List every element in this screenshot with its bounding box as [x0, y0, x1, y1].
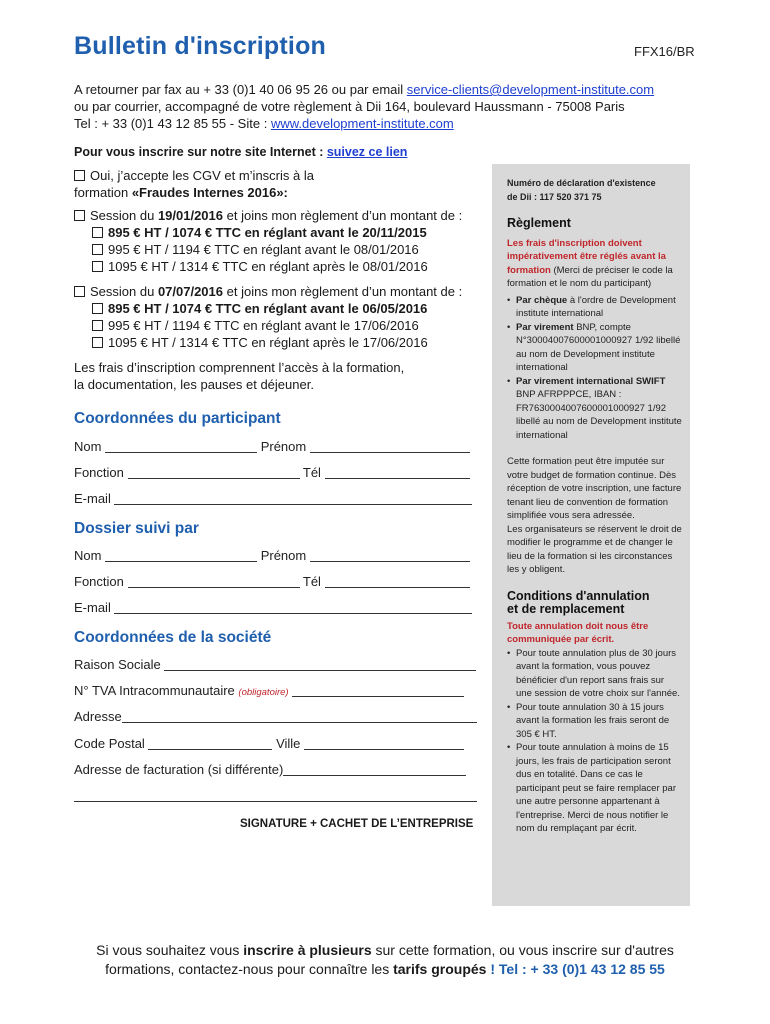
session-1-option-3-checkbox[interactable]	[92, 261, 103, 272]
reglement-text	[507, 237, 682, 291]
footer-bold-1: inscrire à plusieurs	[243, 942, 372, 958]
footer-text-2: sur cette formation, ou vous inscrire sur d'autres	[371, 942, 674, 958]
cp-input[interactable]	[148, 736, 272, 750]
declaration-line-1: Numéro de déclaration d'existence	[507, 178, 656, 188]
adresse-row	[74, 709, 477, 724]
session-2-option-1: 895 € HT / 1074 € TTC en réglant avant le 06/05/2016	[108, 301, 428, 316]
session-2-option-3: 1095 € HT / 1314 € TTC en réglant après le 17/06/2016	[108, 335, 428, 350]
participant-tel-label: Tél	[302, 465, 321, 480]
session-2-option-1-checkbox[interactable]	[92, 303, 103, 314]
adresse-input[interactable]	[122, 709, 477, 723]
dossier-name-row	[74, 548, 470, 563]
online-registration	[74, 145, 407, 159]
dossier-fonction-label: Fonction	[74, 574, 124, 589]
session-1-date: 19/01/2016	[157, 208, 224, 223]
dossier-fonction-row	[74, 574, 470, 589]
dossier-email-row	[74, 600, 472, 615]
raison-input[interactable]	[164, 657, 476, 671]
swift-label: • Par virement international SWIFT	[516, 375, 666, 387]
cgv-checkbox[interactable]	[74, 170, 85, 181]
raison-row	[74, 657, 476, 672]
virement-label: Par virement	[516, 321, 574, 333]
signature-label: SIGNATURE + CACHET DE L’ENTREPRISE	[240, 818, 474, 830]
form-reference: FFX16/BR	[634, 44, 695, 59]
participant-nom-input[interactable]	[105, 439, 257, 453]
tva-label: N° TVA Intracommunautaire	[74, 683, 239, 698]
formation-name: «Fraudes Internes 2016»:	[131, 185, 288, 200]
dossier-fonction-input[interactable]	[128, 574, 300, 588]
dossier-prenom-label: Prénom	[260, 548, 307, 563]
raison-label: Raison Sociale	[74, 657, 161, 672]
footer-phone: ! Tel : + 33 (0)1 43 12 85 55	[486, 961, 665, 977]
tva-input[interactable]	[292, 683, 464, 697]
dossier-nom-label: Nom	[74, 548, 102, 563]
session-2	[74, 283, 462, 351]
ville-label: Ville	[276, 736, 301, 751]
participant-email-input[interactable]	[114, 491, 472, 505]
adresse-label: Adresse	[74, 709, 122, 724]
conditions-warning: Toute annulation doit nous être communiquée par écrit.	[507, 620, 649, 645]
postal-text: ou par courrier, accompagné de votre règlement à Dii 164, boulevard Haussmann - 75008 Paris	[74, 99, 625, 114]
participant-fonction-row	[74, 465, 470, 480]
session-1-prefix: Session du	[90, 208, 158, 223]
tva-row	[74, 683, 464, 698]
footer-bold-2: tarifs groupés	[393, 961, 487, 977]
participant-tel-input[interactable]	[325, 465, 470, 479]
footer-text-1: Si vous souhaitez vous	[96, 942, 244, 958]
session-1-option-2-checkbox[interactable]	[92, 244, 103, 255]
swift-text: BNP AFRPPPCE, IBAN : FR7630004007600001000927 1/92 libellé au nom de Development institute international	[516, 389, 682, 441]
dossier-email-label: E-mail	[74, 600, 111, 615]
condition-2: • Pour toute annulation 30 à 15 jours avant la formation les frais seront de 305 € HT.	[507, 701, 682, 742]
reglement-warning: Les frais d'inscription doivent impérativement être réglés avant la formation	[507, 237, 666, 276]
session-2-option-3-checkbox[interactable]	[92, 337, 103, 348]
condition-3: • Pour toute annulation à moins de 15 jours, les frais de participation seront dus en totalité. Dans ce cas le participant peut se faire remplacer par une autre personne appartenant à l'entreprise. Merci de nous notifier le nom du remplaçant par écrit.	[507, 741, 682, 836]
reglement-title: Règlement	[507, 216, 571, 230]
includes-line-1: Les frais d’inscription comprennent l’accès à la formation,	[74, 360, 405, 375]
conditions-title-1: Conditions d'annulation	[507, 588, 650, 603]
includes-line-2: la documentation, les pauses et déjeuner.	[74, 377, 314, 392]
page-title: Bulletin d'inscription	[74, 32, 327, 60]
cgv-line1: Oui, j’accepte les CGV et m’inscris à la	[90, 168, 314, 183]
cgv-line2: formation	[74, 185, 132, 200]
session-2-date: 07/07/2016	[157, 284, 224, 299]
participant-nom-label: Nom	[74, 439, 102, 454]
participant-prenom-input[interactable]	[310, 439, 470, 453]
participant-name-row	[74, 439, 470, 454]
footer-text-3: formations, contactez-nous pour connaître les	[105, 961, 394, 977]
societe-heading: Coordonnées de la société	[74, 629, 272, 646]
session-1-option-1: 895 € HT / 1074 € TTC en réglant avant le 20/11/2015	[108, 225, 427, 240]
session-1-suffix: et joins mon règlement d’un montant de :	[223, 208, 463, 223]
conditions-title-2: et de remplacement	[507, 602, 625, 616]
email-link[interactable]: service-clients@development-institute.com	[406, 82, 655, 97]
dossier-tel-label: Tél	[302, 574, 321, 589]
participant-fonction-input[interactable]	[128, 465, 300, 479]
dossier-prenom-input[interactable]	[310, 548, 470, 562]
session-2-option-2: 995 € HT / 1194 € TTC en réglant avant le 17/06/2016	[108, 318, 419, 333]
cp-label: Code Postal	[74, 736, 145, 751]
facturation-row-2	[74, 788, 477, 803]
organisers-text: Les organisateurs se réservent le droit de modifier le programme et de changer le lieu de la formation si les circonstances les y obligent.	[507, 523, 682, 575]
session-1-option-2: 995 € HT / 1194 € TTC en réglant avant le 08/01/2016	[108, 242, 419, 257]
facturation-input-2[interactable]	[74, 788, 477, 802]
session-2-prefix: Session du	[90, 284, 158, 299]
session-1-option-3: 1095 € HT / 1314 € TTC en réglant après le 08/01/2016	[108, 259, 428, 274]
participant-prenom-label: Prénom	[260, 439, 307, 454]
cheque-text: à l'ordre de Development institute international	[516, 294, 676, 319]
payment-swift	[507, 375, 682, 443]
facturation-input[interactable]	[283, 762, 466, 776]
footer-note	[0, 941, 770, 979]
payment-cheque	[507, 294, 682, 321]
reglement-note: (Merci de préciser le code la formation et le nom du participant)	[507, 264, 673, 289]
session-2-checkbox[interactable]	[74, 286, 85, 297]
facturation-row	[74, 762, 466, 777]
ville-input[interactable]	[304, 736, 464, 750]
online-link[interactable]: suivez ce lien	[326, 145, 408, 159]
dossier-heading: Dossier suivi par	[74, 520, 199, 537]
virement-text: BNP, compte N°30004007600001000927 1/92 libellé au nom de Development institute international	[516, 321, 681, 373]
condition-1: • Pour toute annulation plus de 30 jours avant la formation, vous pouvez bénéficier d'un report sans frais sur une session de votre choix sur l'année.	[507, 647, 682, 701]
session-1	[74, 207, 462, 275]
cheque-label: Par chèque	[516, 294, 568, 306]
facturation-label: Adresse de facturation (si différente)	[74, 762, 284, 777]
fax-text: A retourner par fax au + 33 (0)1 40 06 95 26 ou par email	[74, 82, 407, 97]
dossier-nom-input[interactable]	[105, 548, 257, 562]
phone-text: Tel : + 33 (0)1 43 12 85 55 - Site :	[74, 116, 271, 131]
participant-email-row	[74, 491, 472, 506]
session-1-checkbox[interactable]	[74, 210, 85, 221]
cgv-block	[74, 167, 314, 201]
site-link[interactable]: www.development-institute.com	[270, 116, 454, 131]
participant-heading: Coordonnées du participant	[74, 410, 281, 427]
budget-text: Cette formation peut être imputée sur votre budget de formation continue. Dès réception de votre inscription, une facture tenant lieu de convention de formation simplifiée vous sera adressée.	[507, 456, 682, 521]
declaration-line-2: de Dii : 117 520 371 75	[507, 191, 602, 202]
tva-note: (obligatoire)	[238, 687, 289, 698]
session-2-option-2-checkbox[interactable]	[92, 320, 103, 331]
session-2-suffix: et joins mon règlement d’un montant de :	[223, 284, 463, 299]
payment-virement	[507, 321, 682, 375]
online-label: Pour vous inscrire sur notre site Internet :	[74, 145, 327, 159]
session-1-option-1-checkbox[interactable]	[92, 227, 103, 238]
dossier-email-input[interactable]	[114, 600, 472, 614]
dossier-tel-input[interactable]	[325, 574, 470, 588]
contact-block	[74, 81, 654, 132]
includes-text	[74, 359, 404, 393]
cp-row	[74, 736, 464, 751]
participant-fonction-label: Fonction	[74, 465, 124, 480]
info-sidebar	[492, 164, 690, 906]
participant-email-label: E-mail	[74, 491, 111, 506]
